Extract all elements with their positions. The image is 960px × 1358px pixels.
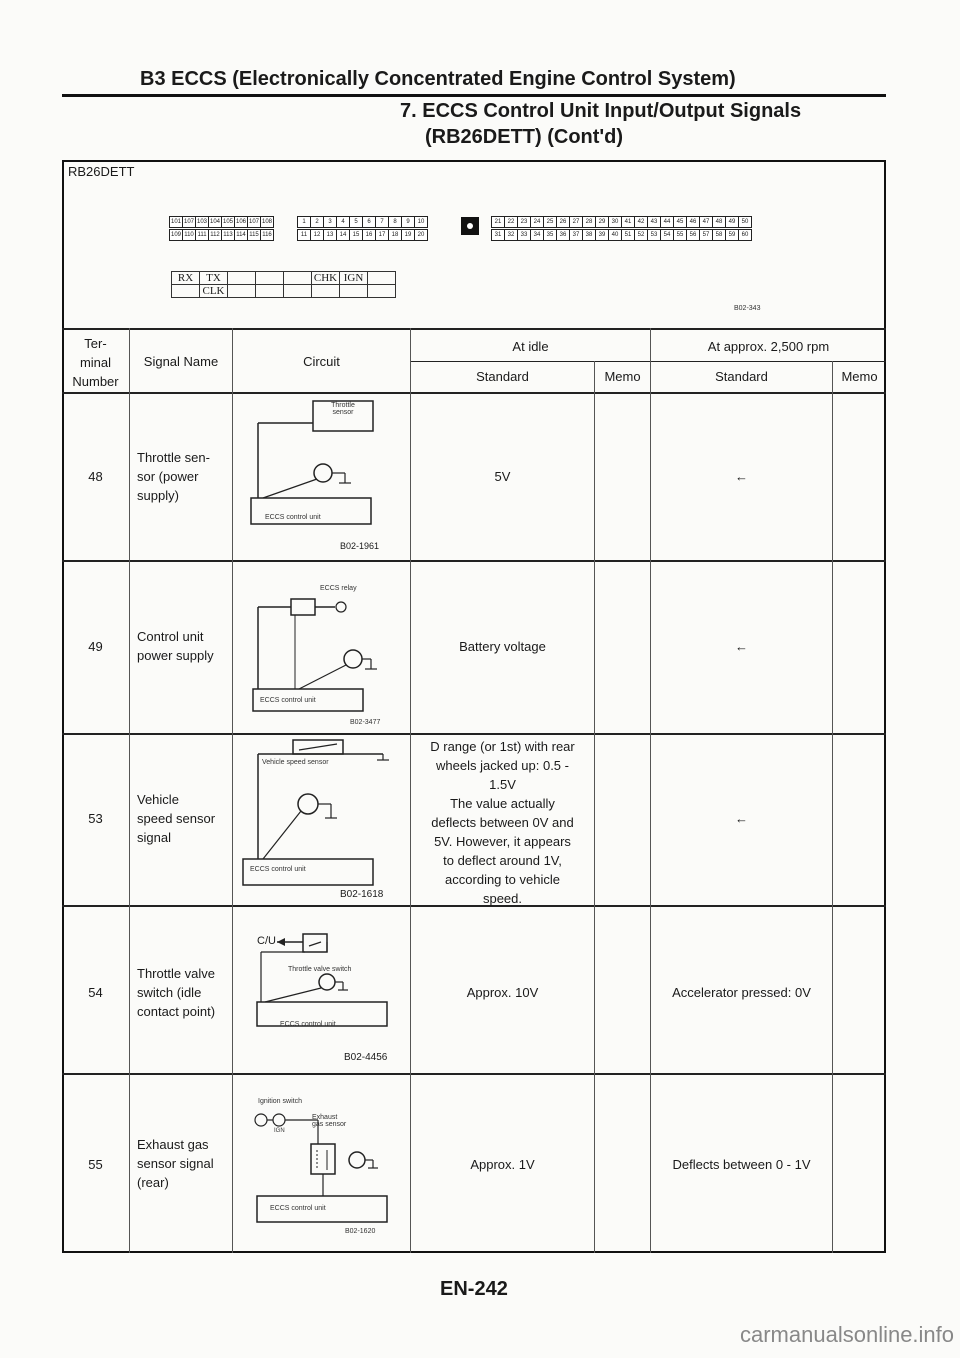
diagram-sensor-label: Exhaust gas sensor (312, 1114, 347, 1128)
connector-pin: 37 (569, 229, 583, 241)
connector-pin: 46 (686, 216, 700, 228)
header-signal-name: Signal Name (143, 354, 219, 369)
connector-figure-code: B02-343 (734, 305, 761, 312)
header-idle-standard: Standard (476, 369, 529, 384)
connector-pin: 53 (647, 229, 661, 241)
legend-cell: IGN (339, 271, 368, 285)
connector-pin: 107 (247, 216, 261, 228)
idle-standard: Approx. 10V (466, 985, 539, 1000)
connector-pin: 107 (182, 216, 196, 228)
connector-pin: 116 (260, 229, 274, 241)
header-rule (62, 94, 886, 97)
diagram-code: B02-1961 (340, 541, 380, 551)
connector-pin: 21 (491, 216, 505, 228)
legend-cell: CLK (199, 284, 228, 298)
page-title: 7. ECCS Control Unit Input/Output Signals (400, 100, 802, 122)
connector-pin: 2 (310, 216, 324, 228)
connector-pin: 26 (556, 216, 570, 228)
connector-pin: 104 (208, 216, 222, 228)
terminal-number: 55 (88, 1157, 103, 1172)
signal-name: Vehicle speed sensor signal (137, 792, 216, 845)
connector-pin: 59 (725, 229, 739, 241)
connector-pin: 52 (634, 229, 648, 241)
idle-standard: D range (or 1st) with rear wheels jacked up: 0.5 - 1.5V The value actually deflects between 0V and 5V. However, it appears to deflect around 1V, according to vehicle speed. (430, 739, 575, 906)
connector-pin: 30 (608, 216, 622, 228)
connector-pin: 55 (673, 229, 687, 241)
connector-pin: 28 (582, 216, 596, 228)
connector-pin: 6 (362, 216, 376, 228)
connector-pin: 38 (582, 229, 596, 241)
rpm-standard: Accelerator pressed: 0V (672, 985, 811, 1000)
row-rule (62, 1073, 886, 1075)
terminal-number: 48 (88, 469, 103, 484)
connector-pin: 3 (323, 216, 337, 228)
connector-pin: 49 (725, 216, 739, 228)
diagram-code: B02-3477 (350, 719, 381, 726)
connector-pin: 112 (208, 229, 222, 241)
rpm-standard: ← (735, 811, 748, 826)
connector-pins-mid-bottom (298, 229, 428, 241)
connector-pin: 57 (699, 229, 713, 241)
connector-pin: 22 (504, 216, 518, 228)
diagram-box-label: ECCS control unit (265, 514, 321, 521)
legend-cell (283, 271, 312, 285)
connector-pin: 7 (375, 216, 389, 228)
connector-pin: 101 (169, 216, 183, 228)
connector-pin: 51 (621, 229, 635, 241)
legend-cell (283, 284, 312, 298)
connector-pin: 45 (673, 216, 687, 228)
rpm-standard: ← (735, 469, 748, 484)
diagram-box-label: ECCS control unit (260, 697, 316, 704)
idle-standard: Battery voltage (459, 639, 546, 654)
connector-pin: 39 (595, 229, 609, 241)
rpm-standard: ← (735, 639, 748, 654)
legend-cell (339, 284, 368, 298)
connector-pin: 16 (362, 229, 376, 241)
connector-pin: 31 (491, 229, 505, 241)
connector-pin: 115 (247, 229, 261, 241)
signal-table-frame (62, 160, 886, 1253)
connector-pin: 56 (686, 229, 700, 241)
circuit-diagram (233, 906, 410, 1073)
page-number: EN-242 (440, 1278, 508, 1300)
legend-cell (227, 284, 256, 298)
col-rule (832, 361, 833, 1253)
connector-legend (172, 272, 396, 298)
col-rule (129, 328, 130, 1253)
table-top-rule (62, 328, 886, 330)
connector-pin: 10 (414, 216, 428, 228)
connector-pin: 43 (647, 216, 661, 228)
connector-pin: 14 (336, 229, 350, 241)
connector-pin: 114 (234, 229, 248, 241)
connector-pin: 32 (504, 229, 518, 241)
connector-pin: 35 (543, 229, 557, 241)
connector-pin: 41 (621, 216, 635, 228)
legend-cell (367, 284, 396, 298)
diagram-label: Throttle valve switch (288, 966, 352, 973)
header-at-2500rpm: At approx. 2,500 rpm (707, 339, 830, 354)
circuit-diagram (233, 393, 410, 560)
rpm-standard: Deflects between 0 - 1V (672, 1157, 811, 1172)
connector-pin: 13 (323, 229, 337, 241)
connector-pin: 50 (738, 216, 752, 228)
diagram-label: ECCS relay (320, 585, 357, 592)
signal-name: Throttle sen- sor (power supply) (137, 450, 210, 503)
watermark: carmanualsonline.info (740, 1322, 955, 1347)
connector-pin: 58 (712, 229, 726, 241)
header-bottom-rule (62, 392, 886, 394)
header-idle-memo: Memo (604, 369, 641, 384)
signal-name: Exhaust gas sensor signal (rear) (137, 1137, 214, 1190)
connector-pin: 23 (517, 216, 531, 228)
connector-pin: 29 (595, 216, 609, 228)
diagram-cu-label: C/U (257, 935, 276, 947)
connector-pin: 12 (310, 229, 324, 241)
connector-pin: 19 (401, 229, 415, 241)
connector-pin: 108 (260, 216, 274, 228)
diagram-code: B02-1618 (340, 889, 384, 900)
row-rule (62, 733, 886, 735)
connector-pin: 113 (221, 229, 235, 241)
connector-pin: 1 (297, 216, 311, 228)
connector-pin: 5 (349, 216, 363, 228)
connector-pin: 103 (195, 216, 209, 228)
signal-name: Control unit power supply (137, 629, 214, 663)
legend-cell (171, 284, 200, 298)
legend-cell (255, 284, 284, 298)
connector-pin: 109 (169, 229, 183, 241)
diagram-label: Vehicle speed sensor (262, 759, 329, 766)
idle-standard: 5V (494, 469, 511, 484)
terminal-number: 49 (88, 639, 103, 654)
connector-pin: 36 (556, 229, 570, 241)
section-title: B3 ECCS (Electronically Concentrated Engine Control System) (140, 68, 736, 90)
idle-standard: Approx. 1V (470, 1157, 535, 1172)
legend-cell (227, 271, 256, 285)
connector-pins-left-bottom (170, 229, 274, 241)
connector-pin: 4 (336, 216, 350, 228)
header-rpm-memo: Memo (841, 369, 878, 384)
connector-pin: 33 (517, 229, 531, 241)
connector-pin: 40 (608, 229, 622, 241)
connector-pin: 34 (530, 229, 544, 241)
terminal-number: 54 (88, 985, 103, 1000)
connector-pin: 9 (401, 216, 415, 228)
legend-cell: CHK (311, 271, 340, 285)
connector-pins-mid-top (298, 216, 428, 228)
connector-pin: 54 (660, 229, 674, 241)
connector-pin: 106 (234, 216, 248, 228)
diagram-code: B02-4456 (344, 1052, 388, 1063)
legend-cell: RX (171, 271, 200, 285)
connector-pin: 18 (388, 229, 402, 241)
diagram-label: Throttle sensor (331, 402, 355, 416)
connector-pin: 44 (660, 216, 674, 228)
header-sub-rule (410, 361, 886, 362)
connector-pin: 15 (349, 229, 363, 241)
connector-pin: 110 (182, 229, 196, 241)
connector-pin: 60 (738, 229, 752, 241)
header-at-idle: At idle (512, 339, 549, 354)
connector-pin: 20 (414, 229, 428, 241)
connector-pin: 27 (569, 216, 583, 228)
diagram-box-label: ECCS control unit (270, 1205, 326, 1212)
diagram-label: Ignition switch (258, 1098, 302, 1105)
connector-pins-left-top (170, 216, 274, 228)
connector-pin: 24 (530, 216, 544, 228)
connector-lock-icon (461, 217, 479, 235)
header-terminal-number: Ter- minal Number (72, 336, 119, 389)
legend-cell (367, 271, 396, 285)
connector-pin: 11 (297, 229, 311, 241)
row-rule (62, 560, 886, 562)
signal-name: Throttle valve switch (idle contact point) (137, 966, 216, 1019)
connector-pins-right-top (492, 216, 752, 228)
diagram-box-label: ECCS control unit (280, 1021, 336, 1028)
header-rpm-standard: Standard (715, 369, 768, 384)
connector-pin: 42 (634, 216, 648, 228)
connector-pins-right-bottom (492, 229, 752, 241)
page-subtitle: (RB26DETT) (Cont'd) (425, 126, 624, 148)
engine-label: RB26DETT (68, 164, 135, 179)
connector-pin: 17 (375, 229, 389, 241)
connector-pin: 111 (195, 229, 209, 241)
diagram-box-label: ECCS control unit (250, 866, 306, 873)
connector-pin: 105 (221, 216, 235, 228)
diagram-code: B02-1620 (345, 1228, 376, 1235)
legend-cell (255, 271, 284, 285)
diagram-ign-label: IGN (274, 1128, 285, 1134)
header-circuit: Circuit (303, 354, 340, 369)
legend-cell (311, 284, 340, 298)
connector-pin: 25 (543, 216, 557, 228)
connector-pin: 47 (699, 216, 713, 228)
terminal-number: 53 (88, 811, 103, 826)
legend-cell: TX (199, 271, 228, 285)
col-rule (594, 361, 595, 1253)
connector-pin: 48 (712, 216, 726, 228)
connector-pin: 8 (388, 216, 402, 228)
